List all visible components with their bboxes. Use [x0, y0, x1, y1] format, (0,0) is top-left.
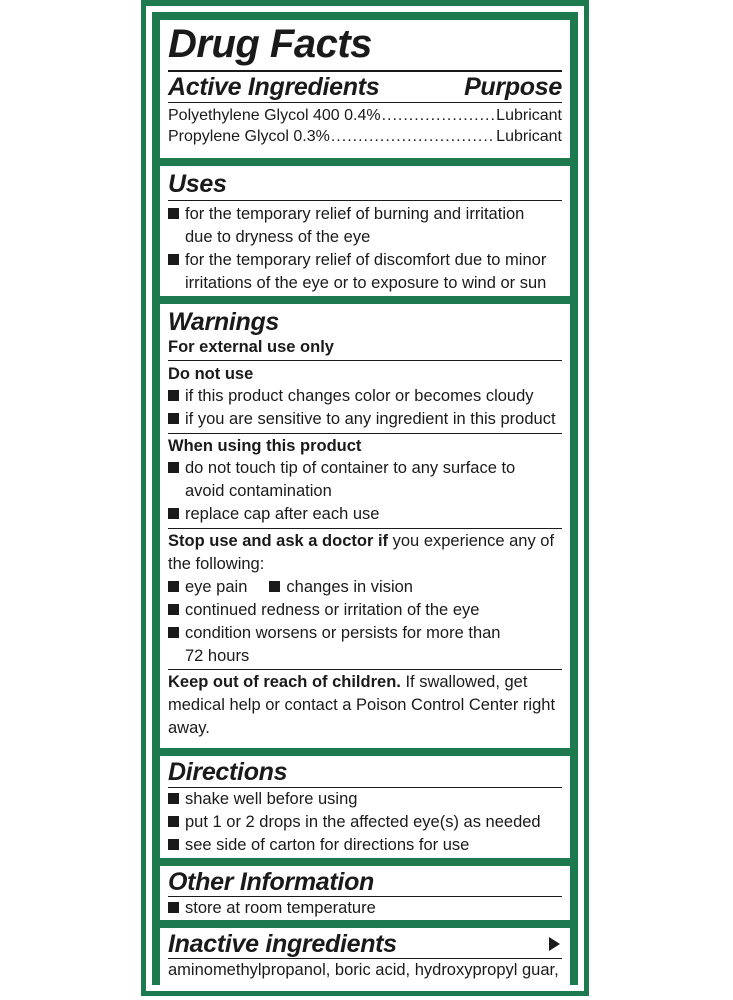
keep-out-text: Keep out of reach of children. If swallowed, get — [168, 673, 528, 691]
list-item: see side of carton for directions for use — [168, 834, 562, 857]
other-information-panel — [160, 866, 570, 920]
continue-arrow-icon — [549, 937, 560, 951]
list-item-continuation: 72 hours — [185, 647, 250, 665]
external-use-text: For external use only — [168, 338, 334, 356]
directions-heading: Directions — [168, 758, 288, 786]
keep-out-continuation: medical help or contact a Poison Control Center right — [168, 696, 556, 714]
uses-heading: Uses — [168, 170, 227, 198]
list-item: do not touch tip of container to any surface to — [168, 457, 562, 480]
list-item-continuation: irritations of the eye or to exposure to wind or sun — [185, 274, 547, 292]
inactive-ingredients-panel — [160, 928, 570, 990]
active-ingredients-heading: Active Ingredients — [168, 73, 380, 101]
warnings-heading: Warnings — [168, 308, 280, 336]
directions-panel — [160, 756, 570, 858]
list-item: for the temporary relief of burning and irritation — [168, 203, 562, 226]
ingredient-name: Polyethylene Glycol 400 0.4% — [168, 107, 381, 124]
bullet-icon — [168, 208, 179, 219]
other-information-heading: Other Information — [168, 868, 375, 896]
bullet-icon — [168, 604, 179, 615]
ingredient-purpose: Lubricant — [496, 128, 562, 145]
drug-facts-label — [141, 0, 589, 996]
bullet-icon — [168, 902, 179, 913]
when-using-heading: When using this product — [168, 437, 362, 455]
drug-facts-frame — [152, 12, 578, 985]
uses-panel — [160, 166, 570, 296]
bullet-icon — [168, 508, 179, 519]
bullet-icon — [269, 581, 280, 592]
bullet-icon — [168, 793, 179, 804]
stop-use-text: Stop use and ask a doctor if you experience any of — [168, 532, 555, 550]
bullet-icon — [168, 462, 179, 473]
list-item: for the temporary relief of discomfort due to minor — [168, 249, 562, 272]
active-ingredient-row — [168, 105, 562, 126]
keep-out-continuation: away. — [168, 719, 210, 737]
stop-use-continuation: the following: — [168, 555, 265, 573]
bullet-icon — [168, 839, 179, 850]
list-item: eye pain changes in vision — [168, 576, 562, 599]
list-item: put 1 or 2 drops in the affected eye(s) as needed — [168, 811, 562, 834]
bullet-icon — [168, 816, 179, 827]
inactive-ingredients-heading: Inactive ingredients — [168, 930, 397, 958]
bullet-icon — [168, 413, 179, 424]
ingredient-name: Propylene Glycol 0.3% — [168, 128, 330, 145]
list-item: continued redness or irritation of the eye — [168, 599, 562, 622]
bullet-icon — [168, 627, 179, 638]
active-ingredients-panel — [160, 20, 570, 158]
list-item: if you are sensitive to any ingredient in this product — [168, 408, 562, 431]
list-item-continuation: due to dryness of the eye — [185, 228, 371, 246]
list-item: if this product changes color or becomes cloudy — [168, 385, 562, 408]
bullet-icon — [168, 254, 179, 265]
active-ingredient-row — [168, 126, 562, 147]
ingredient-purpose: Lubricant — [496, 107, 562, 124]
list-item: replace cap after each use — [168, 503, 562, 526]
list-item: condition worsens or persists for more than — [168, 622, 562, 645]
page-title: Drug Facts — [168, 22, 372, 66]
warnings-panel — [160, 304, 570, 748]
bullet-icon — [168, 581, 179, 592]
list-item: shake well before using — [168, 788, 562, 811]
list-item: store at room temperature — [168, 897, 562, 920]
inactive-ingredients-text: aminomethylpropanol, boric acid, hydroxypropyl guar, — [168, 961, 559, 979]
bullet-icon — [168, 390, 179, 401]
purpose-heading: Purpose — [464, 73, 562, 101]
do-not-use-heading: Do not use — [168, 365, 254, 383]
list-item-continuation: avoid contamination — [185, 482, 332, 500]
